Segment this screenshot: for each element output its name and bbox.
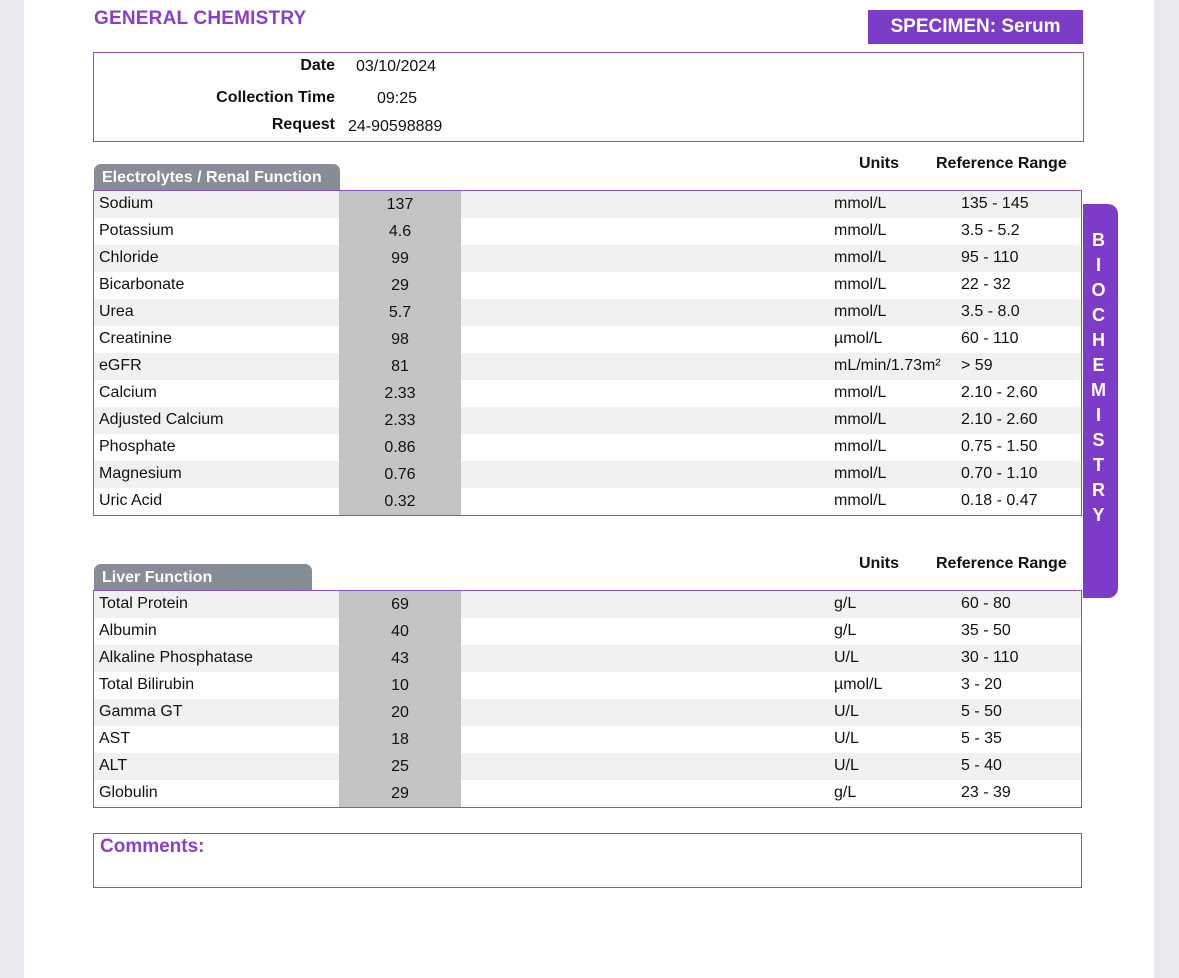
test-name: Total Protein: [99, 595, 188, 612]
result-unit: g/L: [834, 784, 857, 801]
result-value: 0.76: [339, 461, 461, 488]
test-name: Sodium: [99, 195, 154, 212]
side-tab-letter: B: [1092, 230, 1105, 250]
result-row: [94, 299, 1081, 326]
result-row: [94, 245, 1081, 272]
reference-range: > 59: [961, 357, 993, 374]
result-unit: mL/min/1.73m²: [834, 357, 941, 374]
result-value: 43: [339, 645, 461, 672]
date-value: 03/10/2024: [356, 58, 437, 75]
side-tab-letter: O: [1091, 280, 1106, 300]
reference-range: 22 - 32: [961, 276, 1011, 293]
reference-range: 3 - 20: [961, 676, 1002, 693]
reference-range: 3.5 - 5.2: [961, 222, 1020, 239]
test-name: Phosphate: [99, 438, 176, 455]
reference-range: 2.10 - 2.60: [961, 411, 1038, 428]
test-name: Magnesium: [99, 465, 182, 482]
result-unit: U/L: [834, 703, 859, 720]
biochemistry-side-tab: [1083, 204, 1118, 598]
result-value: 98: [339, 326, 461, 353]
section-tab-liver: Liver Function: [94, 564, 312, 590]
comments-label: Comments:: [100, 836, 205, 857]
reference-range: 135 - 145: [961, 195, 1029, 212]
result-unit: mmol/L: [834, 465, 887, 482]
result-value: 69: [339, 591, 461, 618]
test-name: Gamma GT: [99, 703, 183, 720]
result-value: 99: [339, 245, 461, 272]
reference-range: 95 - 110: [961, 249, 1019, 266]
reference-range-header: Reference Range: [936, 155, 1067, 172]
result-row: [94, 753, 1081, 780]
result-unit: mmol/L: [834, 438, 887, 455]
result-unit: mmol/L: [834, 195, 887, 212]
result-unit: U/L: [834, 649, 859, 666]
result-unit: U/L: [834, 757, 859, 774]
result-unit: mmol/L: [834, 303, 887, 320]
result-value: 81: [339, 353, 461, 380]
reference-range: 5 - 50: [961, 703, 1002, 720]
test-name: Total Bilirubin: [99, 676, 195, 693]
result-value: 25: [339, 753, 461, 780]
result-value: 2.33: [339, 407, 461, 434]
side-tab-letter: H: [1092, 330, 1105, 350]
result-row: [94, 353, 1081, 380]
test-name: Potassium: [99, 222, 174, 239]
reference-range: 60 - 110: [961, 330, 1019, 347]
test-name: Urea: [99, 303, 134, 320]
result-row: [94, 780, 1081, 807]
result-value: 18: [339, 726, 461, 753]
result-row: [94, 434, 1081, 461]
side-tab-letter: E: [1092, 355, 1105, 375]
date-label: Date: [300, 57, 335, 74]
side-tab-letter: S: [1092, 430, 1105, 450]
reference-range: 5 - 35: [961, 730, 1002, 747]
test-name: Alkaline Phosphatase: [99, 649, 253, 666]
result-value: 10: [339, 672, 461, 699]
result-row: [94, 461, 1081, 488]
reference-range: 5 - 40: [961, 757, 1002, 774]
result-value: 137: [339, 191, 461, 218]
test-name: Chloride: [99, 249, 159, 266]
result-row: [94, 218, 1081, 245]
side-tab-letter: M: [1091, 380, 1106, 400]
request-value: 24-90598889: [348, 118, 443, 135]
report-title: GENERAL CHEMISTRY: [94, 8, 307, 29]
test-name: Creatinine: [99, 330, 172, 347]
reference-range: 0.70 - 1.10: [961, 465, 1038, 482]
test-name: Adjusted Calcium: [99, 411, 224, 428]
side-tab-letter: I: [1095, 405, 1101, 425]
specimen-badge: SPECIMEN: Serum: [868, 10, 1083, 44]
reference-range: 35 - 50: [961, 622, 1011, 639]
result-value: 4.6: [339, 218, 461, 245]
result-row: [94, 672, 1081, 699]
collection-time-label: Collection Time: [216, 89, 335, 106]
electrolytes-results-table: [93, 190, 1082, 516]
test-name: ALT: [99, 757, 128, 774]
result-unit: µmol/L: [834, 330, 883, 347]
result-value: 0.32: [339, 488, 461, 515]
result-value: 29: [339, 780, 461, 807]
result-row: [94, 407, 1081, 434]
result-unit: mmol/L: [834, 276, 887, 293]
result-value: 20: [339, 699, 461, 726]
result-unit: mmol/L: [834, 492, 887, 509]
test-name: Albumin: [99, 622, 157, 639]
reference-range: 0.75 - 1.50: [961, 438, 1038, 455]
reference-range-header: Reference Range: [936, 555, 1067, 572]
result-row: [94, 326, 1081, 353]
result-row: [94, 645, 1081, 672]
section-tab-electrolytes: Electrolytes / Renal Function: [94, 164, 340, 190]
result-row: [94, 726, 1081, 753]
request-info-box: [93, 52, 1084, 142]
request-label: Request: [271, 116, 335, 133]
result-row: [94, 591, 1081, 618]
result-row: [94, 380, 1081, 407]
reference-range: 30 - 110: [961, 649, 1019, 666]
result-value: 5.7: [339, 299, 461, 326]
result-unit: mmol/L: [834, 249, 887, 266]
test-name: Uric Acid: [99, 492, 163, 509]
liver-results-table: [93, 590, 1082, 808]
side-tab-letter: R: [1092, 480, 1105, 500]
reference-range: 23 - 39: [961, 784, 1011, 801]
result-unit: U/L: [834, 730, 859, 747]
test-name: Globulin: [99, 784, 158, 801]
test-name: AST: [99, 730, 131, 747]
result-unit: g/L: [834, 622, 857, 639]
result-row: [94, 618, 1081, 645]
result-unit: mmol/L: [834, 222, 887, 239]
result-row: [94, 488, 1081, 515]
result-unit: mmol/L: [834, 411, 887, 428]
test-name: eGFR: [99, 357, 142, 374]
result-value: 40: [339, 618, 461, 645]
units-header: Units: [859, 155, 899, 172]
result-unit: mmol/L: [834, 384, 887, 401]
side-tab-letter: C: [1092, 305, 1105, 325]
side-tab-letter: T: [1093, 455, 1104, 475]
side-tab-letter: Y: [1092, 505, 1105, 525]
side-tab-letter: I: [1095, 255, 1101, 275]
result-row: [94, 191, 1081, 218]
result-row: [94, 272, 1081, 299]
collection-time-value: 09:25: [377, 90, 418, 107]
reference-range: 0.18 - 0.47: [961, 492, 1038, 509]
reference-range: 3.5 - 8.0: [961, 303, 1020, 320]
result-row: [94, 699, 1081, 726]
result-value: 2.33: [339, 380, 461, 407]
comments-box: [93, 833, 1082, 888]
result-value: 29: [339, 272, 461, 299]
result-unit: µmol/L: [834, 676, 883, 693]
test-name: Bicarbonate: [99, 276, 185, 293]
reference-range: 2.10 - 2.60: [961, 384, 1038, 401]
result-value: 0.86: [339, 434, 461, 461]
reference-range: 60 - 80: [961, 595, 1011, 612]
test-name: Calcium: [99, 384, 157, 401]
result-unit: g/L: [834, 595, 857, 612]
units-header: Units: [859, 555, 899, 572]
